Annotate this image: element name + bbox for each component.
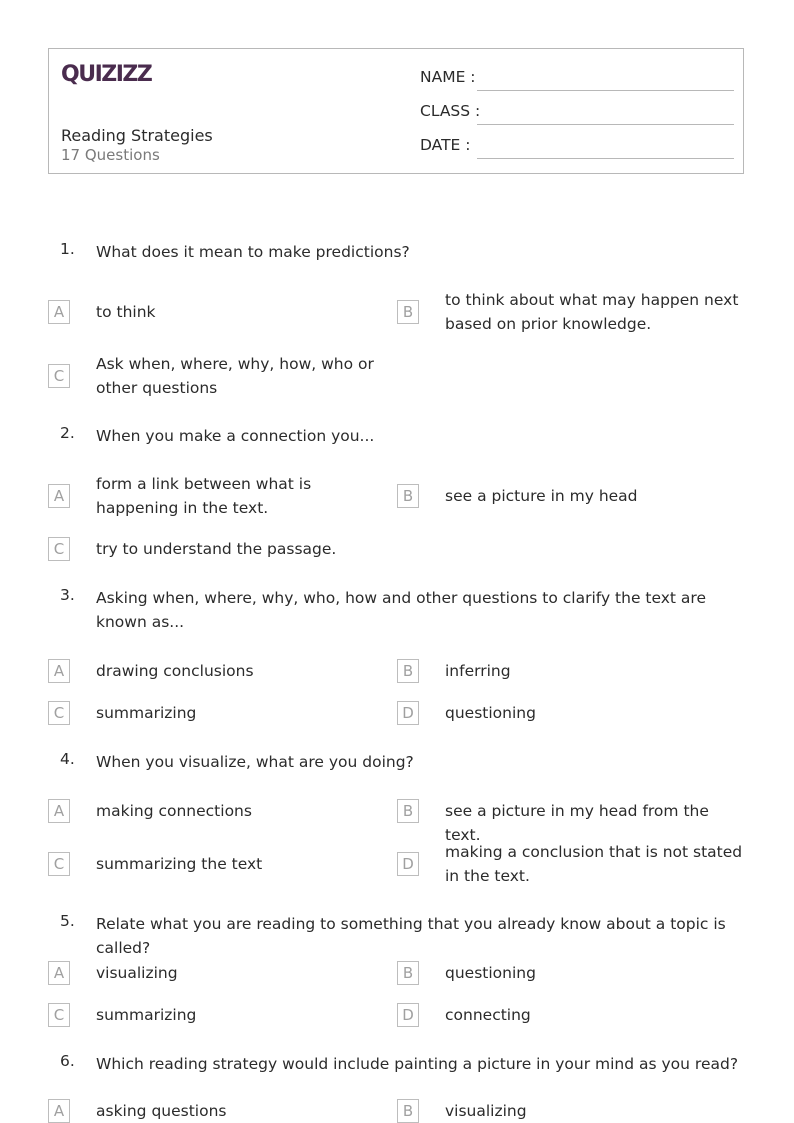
option-letter-box[interactable]: A [48, 799, 70, 823]
question-text: When you visualize, what are you doing? [96, 753, 414, 771]
question-number: 6. [60, 1052, 75, 1070]
question-text: Which reading strategy would include painting a picture in your mind as you read? [96, 1055, 739, 1073]
option-text: to think about what may happen next based on prior knowledge. [445, 291, 739, 333]
question-number: 2. [60, 424, 75, 442]
option-letter-box[interactable]: A [48, 1099, 70, 1123]
question-number: 4. [60, 750, 75, 768]
class-line[interactable] [477, 124, 734, 125]
option-text: making a conclusion that is not stated in the text. [445, 843, 743, 885]
option-letter-box[interactable]: B [397, 484, 419, 508]
option-text: see a picture in my head [445, 487, 638, 505]
option-text: summarizing [96, 704, 197, 722]
option-letter-box[interactable]: C [48, 364, 70, 388]
option-text: Ask when, where, why, how, who or other questions [96, 355, 374, 397]
option-text: inferring [445, 662, 511, 680]
option-text: to think [96, 303, 156, 321]
option-letter-box[interactable]: A [48, 961, 70, 985]
option-text: visualizing [445, 1102, 527, 1120]
option-letter-box[interactable]: C [48, 537, 70, 561]
name-label: NAME : [420, 68, 476, 86]
option-letter-box[interactable]: D [397, 1003, 419, 1027]
option-text: try to understand the passage. [96, 540, 337, 558]
option-text: visualizing [96, 964, 178, 982]
question-number: 3. [60, 586, 75, 604]
option-text: asking questions [96, 1102, 227, 1120]
worksheet-header [48, 48, 744, 174]
option-letter-box[interactable]: D [397, 852, 419, 876]
option-letter-box[interactable]: B [397, 300, 419, 324]
date-field[interactable] [420, 136, 734, 160]
option-letter-box[interactable]: D [397, 701, 419, 725]
option-letter-box[interactable]: C [48, 852, 70, 876]
quizizz-logo [61, 59, 153, 91]
option-letter-box[interactable]: A [48, 300, 70, 324]
option-letter-box[interactable]: C [48, 701, 70, 725]
option-text: summarizing [96, 1006, 197, 1024]
option-letter-box[interactable]: C [48, 1003, 70, 1027]
question-number: 5. [60, 912, 75, 930]
question-count: 17 Questions [61, 146, 160, 164]
date-label: DATE : [420, 136, 471, 154]
class-label: CLASS : [420, 102, 481, 120]
svg-text:QUIZIZZ: QUIZIZZ [61, 62, 152, 87]
date-line[interactable] [477, 158, 734, 159]
question-text: What does it mean to make predictions? [96, 243, 410, 261]
option-letter-box[interactable]: A [48, 484, 70, 508]
option-text: making connections [96, 802, 252, 820]
name-line[interactable] [477, 90, 734, 91]
question-text: Asking when, where, why, who, how and other questions to clarify the text are known as... [96, 589, 707, 631]
option-text: summarizing the text [96, 855, 263, 873]
class-field[interactable] [420, 102, 734, 126]
option-letter-box[interactable]: B [397, 799, 419, 823]
option-letter-box[interactable]: A [48, 659, 70, 683]
option-text: see a picture in my head from the text. [445, 802, 709, 844]
option-text: form a link between what is happening in the text. [96, 475, 312, 517]
name-field[interactable] [420, 68, 734, 92]
option-letter-box[interactable]: B [397, 659, 419, 683]
option-text: questioning [445, 964, 536, 982]
worksheet-title: Reading Strategies [61, 126, 213, 145]
option-text: drawing conclusions [96, 662, 254, 680]
question-text: When you make a connection you... [96, 427, 375, 445]
question-number: 1. [60, 240, 75, 258]
option-letter-box[interactable]: B [397, 1099, 419, 1123]
option-letter-box[interactable]: B [397, 961, 419, 985]
option-text: questioning [445, 704, 536, 722]
option-text: connecting [445, 1006, 531, 1024]
question-text: Relate what you are reading to something that you already know about a topic is called? [96, 915, 726, 957]
